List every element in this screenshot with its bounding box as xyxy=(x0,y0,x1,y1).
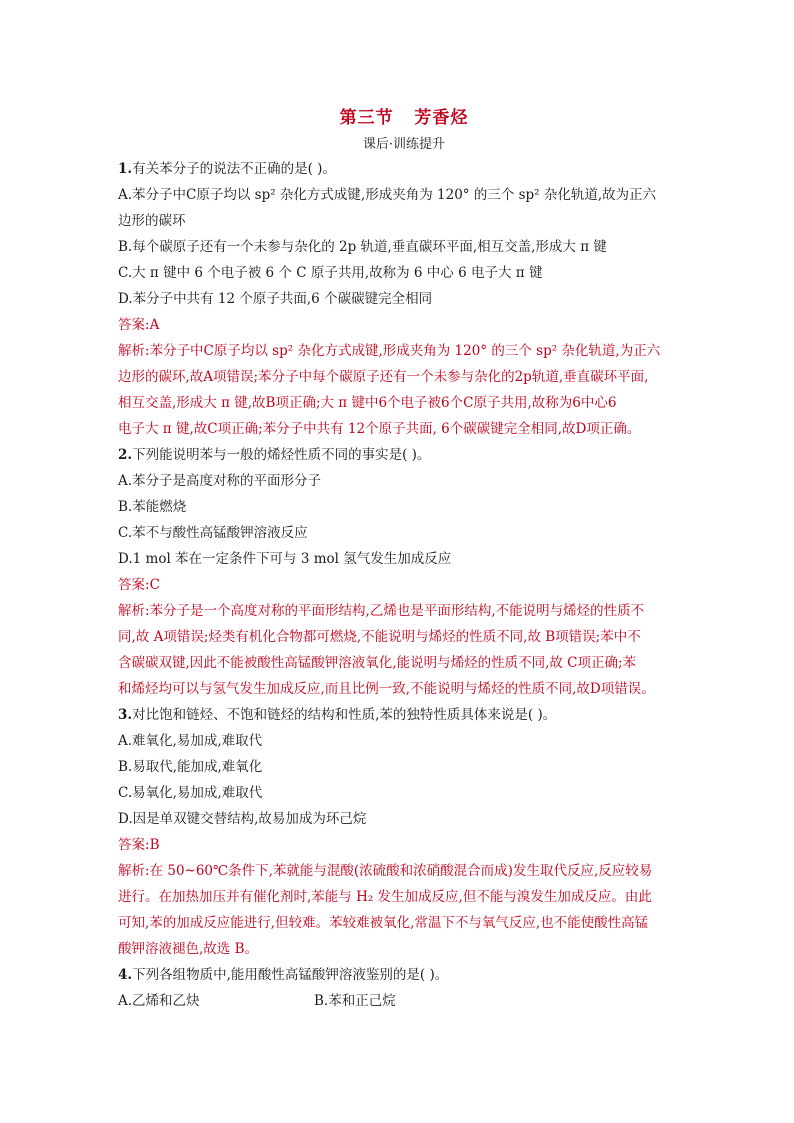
question-text: 有关苯分子的说法不正确的是( )。 xyxy=(132,161,336,177)
explanation-line xyxy=(118,936,690,962)
explanation-line xyxy=(118,884,690,910)
question-stem xyxy=(118,962,690,988)
explanation-label: 解析: xyxy=(118,343,150,359)
answer-label: 答案: xyxy=(118,317,150,333)
answer-value: B xyxy=(149,837,160,853)
explanation-line xyxy=(118,338,690,364)
explanation-text: 边形的碳环,故A项错误;苯分子中每个碳原子还有一个未参与杂化的2p轨道,垂直碳环平面, xyxy=(118,369,649,385)
answer-line xyxy=(118,312,690,338)
answer-value: A xyxy=(149,317,160,333)
option-line: A.难氧化,易加成,难取代 xyxy=(118,733,263,749)
question-block xyxy=(118,156,690,442)
question-stem xyxy=(118,702,690,728)
answer-label: 答案: xyxy=(118,837,150,853)
answer-line xyxy=(118,832,690,858)
explanation-label: 解析: xyxy=(118,863,150,879)
explanation-line xyxy=(118,416,690,442)
question-text: 下列能说明苯与一般的烯烃性质不同的事实是( )。 xyxy=(132,447,431,463)
option-line: C.大 π 键中 6 个电子被 6 个 C 原子共用,故称为 6 中心 6 电子大 π 键 xyxy=(118,265,543,281)
explanation-text: 酸钾溶液褪色,故选 B。 xyxy=(118,941,259,957)
page-subtitle: 课后·训练提升 xyxy=(362,137,446,152)
option-line: B.苯和正己烷 xyxy=(314,993,396,1009)
explanation-line xyxy=(118,676,690,702)
explanation-line xyxy=(118,650,690,676)
option-line: 边形的碳环 xyxy=(118,213,186,229)
option-line: D.因是单双键交替结构,故易加成为环己烷 xyxy=(118,811,367,827)
explanation-text: 苯分子是一个高度对称的平面形结构,乙烯也是平面形结构,不能说明与烯烃的性质不 xyxy=(149,603,645,619)
option-line: A.苯分子是高度对称的平面形分子 xyxy=(118,473,322,489)
answer-line xyxy=(118,572,690,598)
explanation-line xyxy=(118,598,690,624)
question-number: 1. xyxy=(118,161,133,177)
question-text: 下列各组物质中,能用酸性高锰酸钾溶液鉴别的是( )。 xyxy=(132,967,449,983)
question-block xyxy=(118,962,690,1014)
option-line: D.1 mol 苯在一定条件下可与 3 mol 氢气发生加成反应 xyxy=(118,551,452,567)
option-line: B.易取代,能加成,难氧化 xyxy=(118,759,263,775)
option-line: C.易氧化,易加成,难取代 xyxy=(118,785,263,801)
question-block xyxy=(118,442,690,702)
explanation-line xyxy=(118,858,690,884)
explanation-text: 同,故 A项错误;烃类有机化合物都可燃烧,不能说明与烯烃的性质不同,故 B项错误;苯中不 xyxy=(118,629,641,645)
question-number: 3. xyxy=(118,707,133,723)
explanation-text: 电子大 π 键,故C项正确;苯分子中共有 12个原子共面, 6个碳碳键完全相同,故D项正确。 xyxy=(118,421,641,437)
explanation-line xyxy=(118,390,690,416)
option-line: B.每个碳原子还有一个未参与杂化的 2p 轨道,垂直碳环平面,相互交盖,形成大 π 键 xyxy=(118,239,607,255)
option-line: C.苯不与酸性高锰酸钾溶液反应 xyxy=(118,525,308,541)
question-stem xyxy=(118,442,690,468)
question-number: 2. xyxy=(118,447,133,463)
document-page xyxy=(118,104,690,1014)
question-block xyxy=(118,702,690,962)
explanation-text: 和烯烃均可以与氢气发生加成反应,而且比例一致,不能说明与烯烃的性质不同,故D项错误。 xyxy=(118,681,655,697)
explanation-text: 在 50~60℃条件下,苯就能与混酸(浓硫酸和浓硝酸混合而成)发生取代反应,反应较易 xyxy=(149,863,653,879)
option-row xyxy=(118,988,690,1014)
explanation-line xyxy=(118,364,690,390)
answer-label: 答案: xyxy=(118,577,150,593)
question-text: 对比饱和链烃、不饱和链烃的结构和性质,苯的独特性质具体来说是( )。 xyxy=(132,707,557,723)
question-stem xyxy=(118,156,690,182)
answer-value: C xyxy=(149,577,160,593)
option-line: D.苯分子中共有 12 个原子共面,6 个碳碳键完全相同 xyxy=(118,291,433,307)
explanation-line xyxy=(118,624,690,650)
explanation-text: 进行。在加热加压并有催化剂时,苯能与 H₂ 发生加成反应,但不能与溴发生加成反应。由此 xyxy=(118,889,652,905)
explanation-text: 相互交盖,形成大 π 键,故B项正确;大 π 键中6个电子被6个C原子共用,故称为6中心6 xyxy=(118,395,617,411)
page-title: 第三节 芳香烃 xyxy=(339,108,469,128)
explanation-line xyxy=(118,910,690,936)
explanation-label: 解析: xyxy=(118,603,150,619)
question-list xyxy=(118,156,690,1014)
question-number: 4. xyxy=(118,967,133,983)
option-line: A.乙烯和乙炔 xyxy=(118,993,200,1009)
explanation-text: 苯分子中C原子均以 sp² 杂化方式成键,形成夹角为 120° 的三个 sp² 杂化轨道,为正六 xyxy=(149,343,661,359)
explanation-text: 可知,苯的加成反应能进行,但较难。苯较难被氧化,常温下不与氧气反应,也不能使酸性高锰 xyxy=(118,915,649,931)
option-line: B.苯能燃烧 xyxy=(118,499,187,515)
option-line: A.苯分子中C原子均以 sp² 杂化方式成键,形成夹角为 120° 的三个 sp² 杂化轨道,故为正六 xyxy=(118,187,657,203)
explanation-text: 含碳碳双键,因此不能被酸性高锰酸钾溶液氧化,能说明与烯烃的性质不同,故 C项正确;苯 xyxy=(118,655,637,671)
